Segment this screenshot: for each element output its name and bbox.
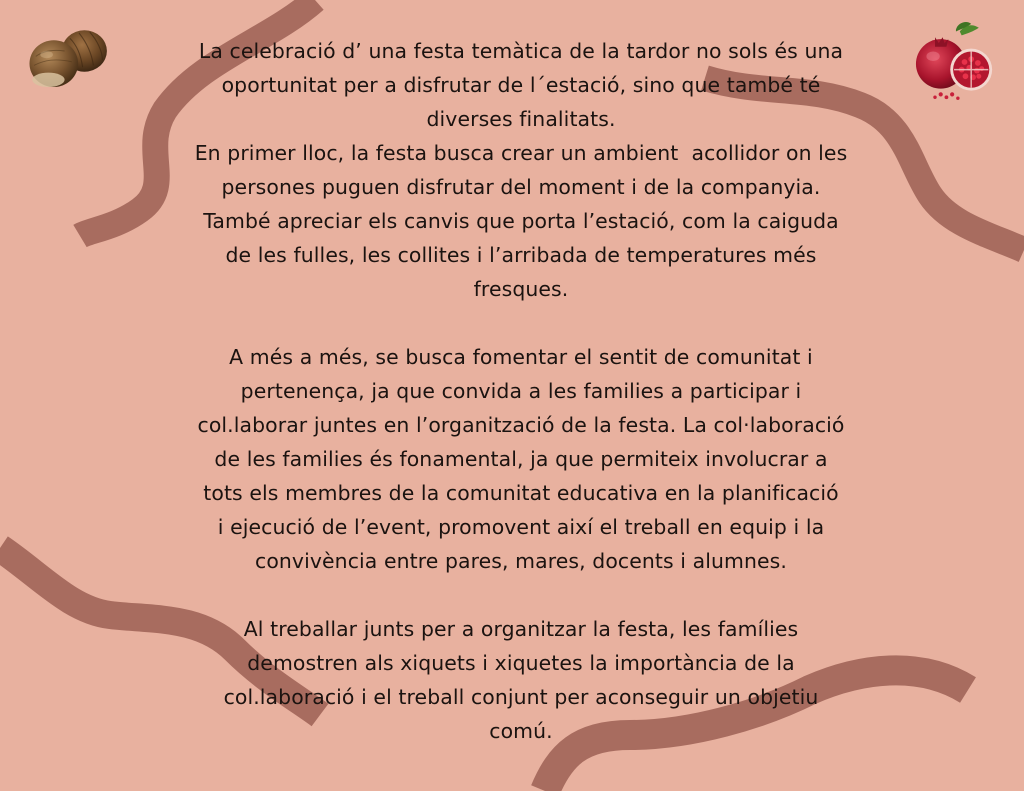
paragraph-community (140, 340, 902, 578)
text-line: diverses finalitats. (426, 107, 616, 131)
text-line: tots els membres de la comunitat educativa en la planificació (203, 481, 839, 505)
paragraph-first-place (140, 136, 902, 306)
text-line: comú. (489, 719, 553, 743)
paragraph-intro (140, 34, 902, 136)
text-line: col.laborar juntes en l’organització de la festa. La col·laboració (197, 413, 845, 437)
text-line: de les fulles, les collites i l’arribada de temperatures més (225, 243, 817, 267)
text-line: de les families és fonamental, ja que permiteix involucrar a (214, 447, 828, 471)
text-line: En primer lloc, la festa busca crear un ambient acollidor on les (194, 141, 848, 165)
body-text (140, 34, 902, 748)
paragraph-spacer (140, 578, 902, 612)
text-line: oportunitat per a disfrutar de l´estació, sino que també té (221, 73, 821, 97)
paragraph-collaboration (140, 612, 902, 748)
text-line: fresques. (473, 277, 569, 301)
paragraph-spacer (140, 306, 902, 340)
text-line: i ejecució de l’event, promovent així el treball en equip i la (217, 515, 825, 539)
text-line: pertenença, ja que convida a les families a participar i (240, 379, 802, 403)
text-line: col.laboració i el treball conjunt per aconseguir un objetiu (223, 685, 819, 709)
text-line: També apreciar els canvis que porta l’estació, com la caiguda (203, 209, 839, 233)
chestnuts-icon (24, 24, 116, 96)
text-line: convivència entre pares, mares, docents i alumnes. (255, 549, 787, 573)
text-line: Al treballar junts per a organitzar la festa, les famílies (243, 617, 799, 641)
pomegranate-icon (912, 22, 998, 102)
text-line: A més a més, se busca fomentar el sentit de comunitat i (229, 345, 813, 369)
text-line: persones puguen disfrutar del moment i de la companyia. (221, 175, 821, 199)
text-line: demostren als xiquets i xiquetes la importància de la (247, 651, 795, 675)
text-line: La celebració d’ una festa temàtica de la tardor no sols és una (198, 39, 844, 63)
